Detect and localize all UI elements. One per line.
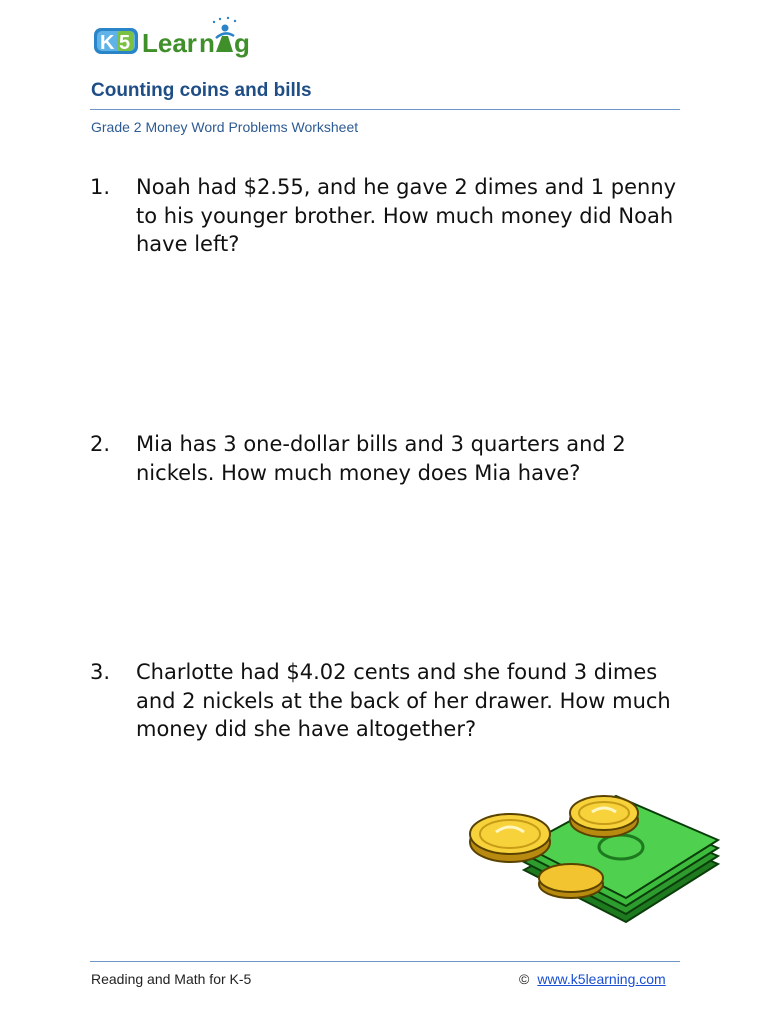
- problem-text: Mia has 3 one-dollar bills and 3 quarters and 2 nickels. How much money does Mia have?: [136, 432, 626, 485]
- svg-text:Lear: Lear: [142, 28, 197, 58]
- title-divider: [90, 109, 680, 110]
- svg-text:n: n: [199, 28, 215, 58]
- footer-tagline: Reading and Math for K-5: [91, 971, 252, 987]
- k5-learning-logo: [92, 16, 262, 60]
- problem-text: Charlotte had $4.02 cents and she found 3 dimes and 2 nickels at the back of her drawer. How much money did she have altogether?: [136, 660, 671, 741]
- website-link[interactable]: www.k5learning.com: [537, 971, 666, 987]
- page-title: Counting coins and bills: [91, 80, 312, 101]
- svg-text:5: 5: [119, 32, 131, 54]
- problem-text: Noah had $2.55, and he gave 2 dimes and 1 penny to his younger brother. How much money did Noah have left?: [136, 175, 677, 256]
- page-subtitle: Grade 2 Money Word Problems Worksheet: [91, 119, 359, 135]
- footer-credit: [519, 971, 666, 987]
- problem-number: 2.: [90, 432, 111, 456]
- problem-number: 3.: [90, 660, 111, 684]
- svg-text:K: K: [100, 32, 115, 54]
- svg-text:g: g: [234, 28, 250, 58]
- footer-divider: [90, 961, 680, 962]
- money-coins-bills-icon: [466, 792, 738, 934]
- copyright-symbol: ©: [519, 971, 530, 987]
- problem-number: 1.: [90, 175, 111, 199]
